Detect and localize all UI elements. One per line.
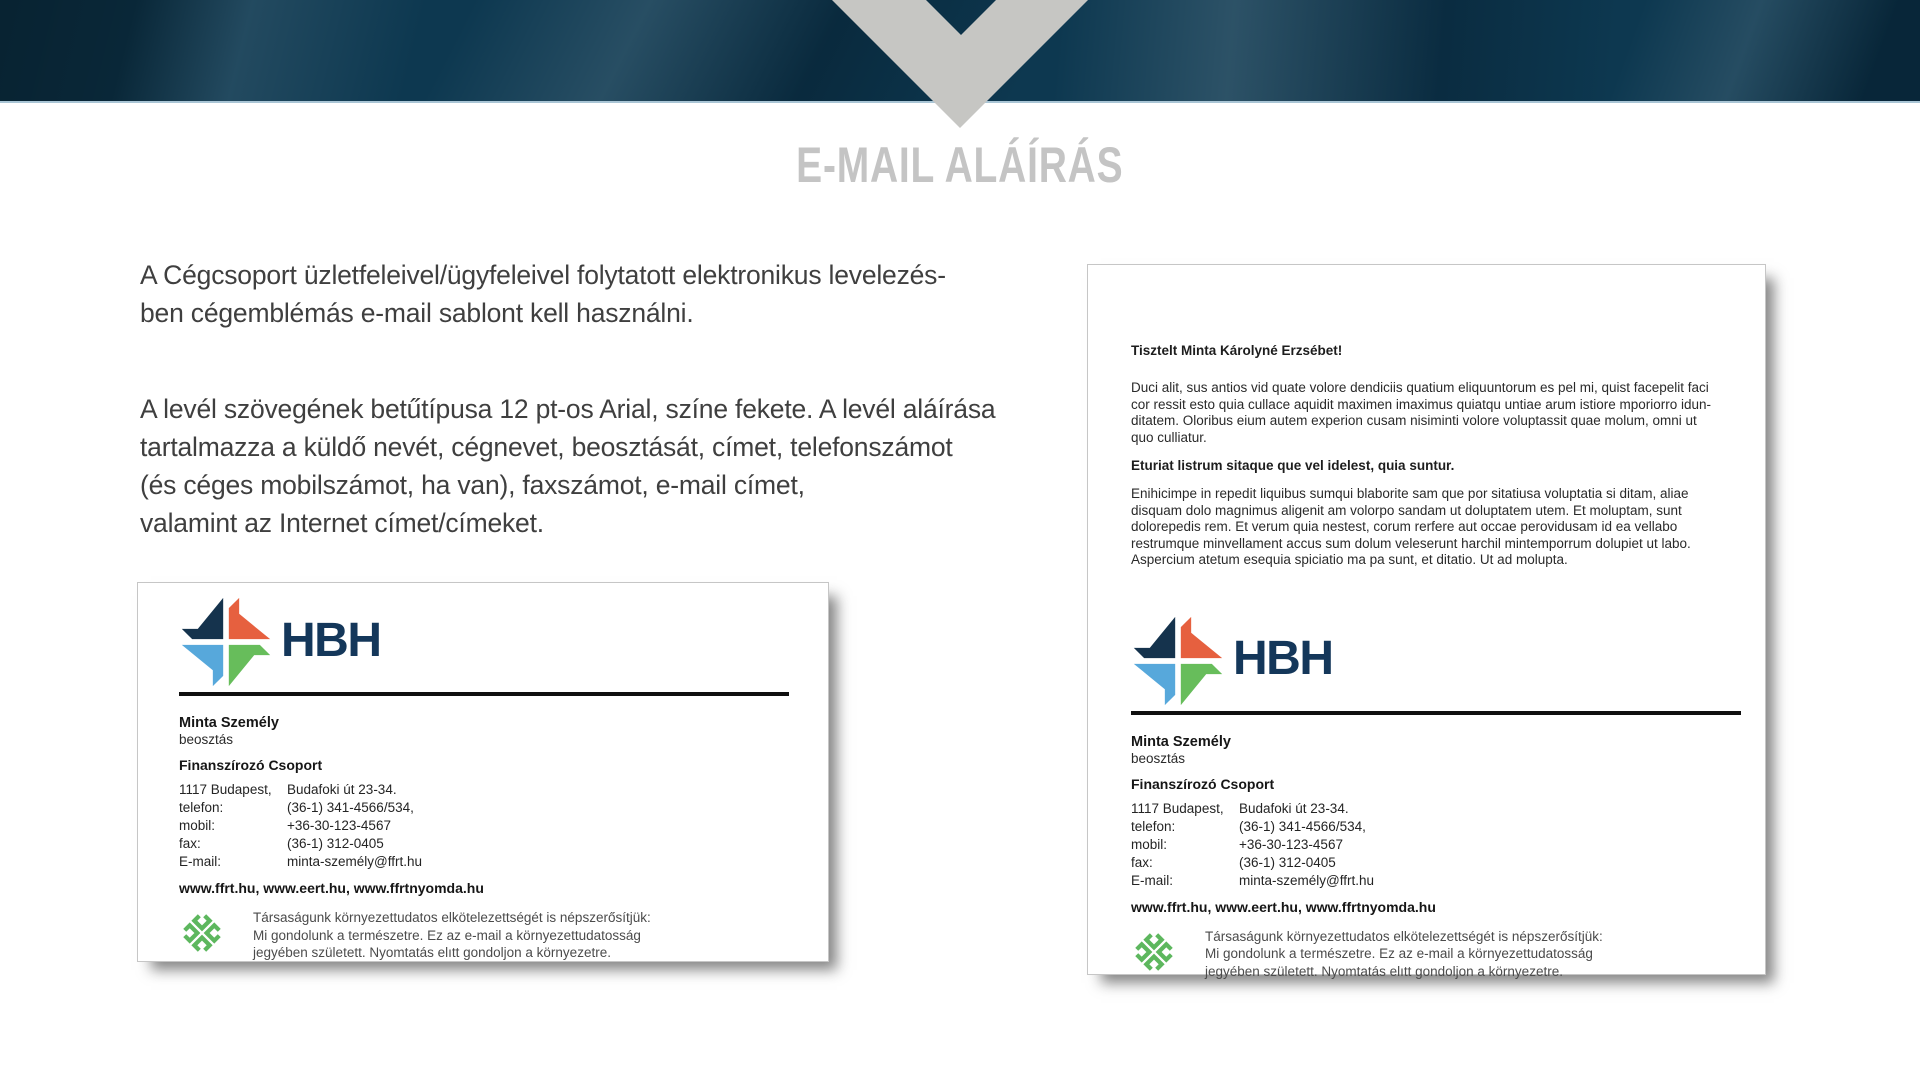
hbh-logo-wordmark: HBH (1233, 632, 1333, 685)
contact-row-address (179, 781, 787, 799)
contact-value: minta-személy@ffrt.hu (1239, 872, 1374, 888)
email-paragraph-2 (1131, 486, 1722, 569)
eco-note (179, 909, 787, 962)
contact-row-fax (179, 835, 787, 853)
intro-paragraph-1-line: A Cégcsoport üzletfeleivel/ügyfeleivel folytatott elektronikus levelezés- (140, 260, 946, 290)
signature-name: Minta Személy (1131, 733, 1231, 750)
contact-row-email (179, 853, 787, 871)
email-subject-line: Eturiat listrum sitaque que vel idelest, quia suntur. (1131, 458, 1455, 473)
intro-text (140, 256, 1040, 542)
email-body-line: quo culliatur. (1131, 429, 1207, 445)
contact-label: mobil: (179, 818, 216, 833)
contact-value: +36-30-123-4567 (287, 818, 391, 833)
hbh-logo (1131, 614, 1722, 708)
contact-value: (36-1) 312-0405 (287, 836, 384, 851)
contact-row-mobile (1131, 836, 1722, 854)
email-example-card (1087, 264, 1766, 979)
contact-value: +36-30-123-4567 (1239, 836, 1343, 852)
hbh-logo-mark-icon (179, 595, 273, 689)
signature-websites: www.ffrt.hu, www.eert.hu, www.ffrtnyomda.hu (1131, 898, 1436, 915)
chevron-down-icon (820, 0, 1100, 135)
eco-note-line: Mi gondolunk a természetre. Ez az e-mail a környezettudatosság (1205, 946, 1593, 961)
signature-websites: www.ffrt.hu, www.eert.hu, www.ffrtnyomda.hu (179, 880, 484, 896)
contact-row-phone (1131, 818, 1722, 836)
contact-label: fax: (179, 836, 201, 851)
intro-paragraph-1-line: ben cégemblémás e-mail sablont kell használni. (140, 298, 694, 328)
contact-label: 1117 Budapest, (179, 782, 272, 797)
eco-note-line: jegyében született. Nyomtatás elıtt gondoljon a környezetre. (253, 945, 611, 960)
contact-label: telefon: (179, 800, 224, 815)
hbh-logo-wordmark: HBH (281, 613, 381, 667)
contact-label: mobil: (1131, 836, 1168, 852)
contact-value: (36-1) 341-4566/534, (287, 800, 414, 815)
eco-note (1131, 928, 1722, 981)
contact-value: minta-személy@ffrt.hu (287, 854, 422, 869)
eco-diamonds-icon (179, 909, 225, 957)
eco-note-text (253, 909, 651, 962)
contact-label: E-mail: (1131, 872, 1174, 888)
email-body-line: cor ressit esto quia cullace aquidit maximen imaximus quiatqu untiae arum istiore mporiorro idun- (1131, 396, 1712, 412)
contact-label: fax: (1131, 854, 1153, 870)
hbh-logo (179, 595, 787, 689)
signature-company: Finanszírozó Csoport (1131, 775, 1275, 792)
intro-paragraph-2-line: A levél szövegének betűtípusa 12 pt-os Arial, színe fekete. A levél aláírása (140, 394, 996, 424)
contact-row-email (1131, 872, 1722, 890)
email-body-line: restrumque minvellament accus sum dolum veleserunt harchil mintemporrum dolupiet ut labo. (1131, 535, 1691, 551)
signature-name: Minta Személy (179, 715, 279, 731)
contact-value: (36-1) 312-0405 (1239, 854, 1336, 870)
contact-row-mobile (179, 817, 787, 835)
contact-row-address (1131, 800, 1722, 818)
intro-paragraph-2-line: valamint az Internet címet/címeket. (140, 508, 544, 538)
contact-label: telefon: (1131, 818, 1176, 834)
signature-example-card (137, 582, 829, 962)
eco-note-line: Társaságunk környezettudatos elkötelezettségét is népszerősítjük: (1205, 928, 1603, 944)
email-body-line: Aspercium atetum esequia spiciatio ma pa sunt, et ditatio. Ut ad molupta. (1131, 552, 1568, 567)
eco-note-line: jegyében született. Nyomtatás elıtt gondoljon a környezetre. (1205, 963, 1563, 979)
signature-company: Finanszírozó Csoport (179, 757, 323, 773)
eco-note-line: Mi gondolunk a természetre. Ez az e-mail a környezettudatosság (253, 927, 641, 943)
eco-note-line: Társaságunk környezettudatos elkötelezettségét is népszerősítjük: (253, 910, 651, 925)
signature-position: beosztás (179, 732, 234, 747)
contact-value: Budafoki út 23-34. (1239, 800, 1349, 816)
email-body-line: ditatem. Oloribus eium autem experion cusam nisiminti volore voluptassit quae molum, omni ut (1131, 413, 1697, 428)
signature-contact-rows (1131, 800, 1722, 890)
page-title: E-MAIL ALÁÍRÁS (796, 137, 1124, 193)
intro-paragraph-2-line: (és céges mobilszámot, ha van), faxszámot, e-mail címet, (140, 470, 805, 500)
contact-value: (36-1) 341-4566/534, (1239, 818, 1366, 834)
eco-note-text (1205, 928, 1603, 981)
contact-row-phone (179, 799, 787, 817)
contact-label: 1117 Budapest, (1131, 800, 1224, 816)
email-body-line: disquam dolo magnimus aligenit am volorpo sandam ut doluptatem utem. Et moluptam, sunt (1131, 502, 1682, 518)
email-greeting: Tisztelt Minta Károlyné Erzsébet! (1131, 343, 1343, 358)
contact-row-fax (1131, 854, 1722, 872)
contact-value: Budafoki út 23-34. (287, 782, 397, 797)
intro-paragraph-2-line: tartalmazza a küldő nevét, cégnevet, beosztását, címet, telefonszámot (140, 432, 953, 462)
email-body-line: Enihicimpe in repedit liquibus sumqui blaborite sam que por sitatiusa voluptatia si ditam, aliae (1131, 486, 1689, 501)
signature-divider-rule (1131, 711, 1741, 715)
hbh-logo-mark-icon (1131, 614, 1225, 708)
contact-label: E-mail: (179, 854, 222, 869)
email-body-line: Duci alit, sus antios vid quate volore dendiciis quatium eliquuntorum es pel mi, quist facepelit faci (1131, 380, 1709, 395)
email-body-line: dolorepedis rem. Et verum quia nestest, corum rerfere aut occae perovidusam id ea vellabo (1131, 519, 1678, 534)
eco-diamonds-icon (1131, 928, 1177, 976)
signature-position: beosztás (1131, 750, 1186, 766)
signature-contact-rows (179, 781, 787, 871)
email-paragraph-1 (1131, 380, 1722, 446)
signature-divider-rule (179, 692, 789, 696)
